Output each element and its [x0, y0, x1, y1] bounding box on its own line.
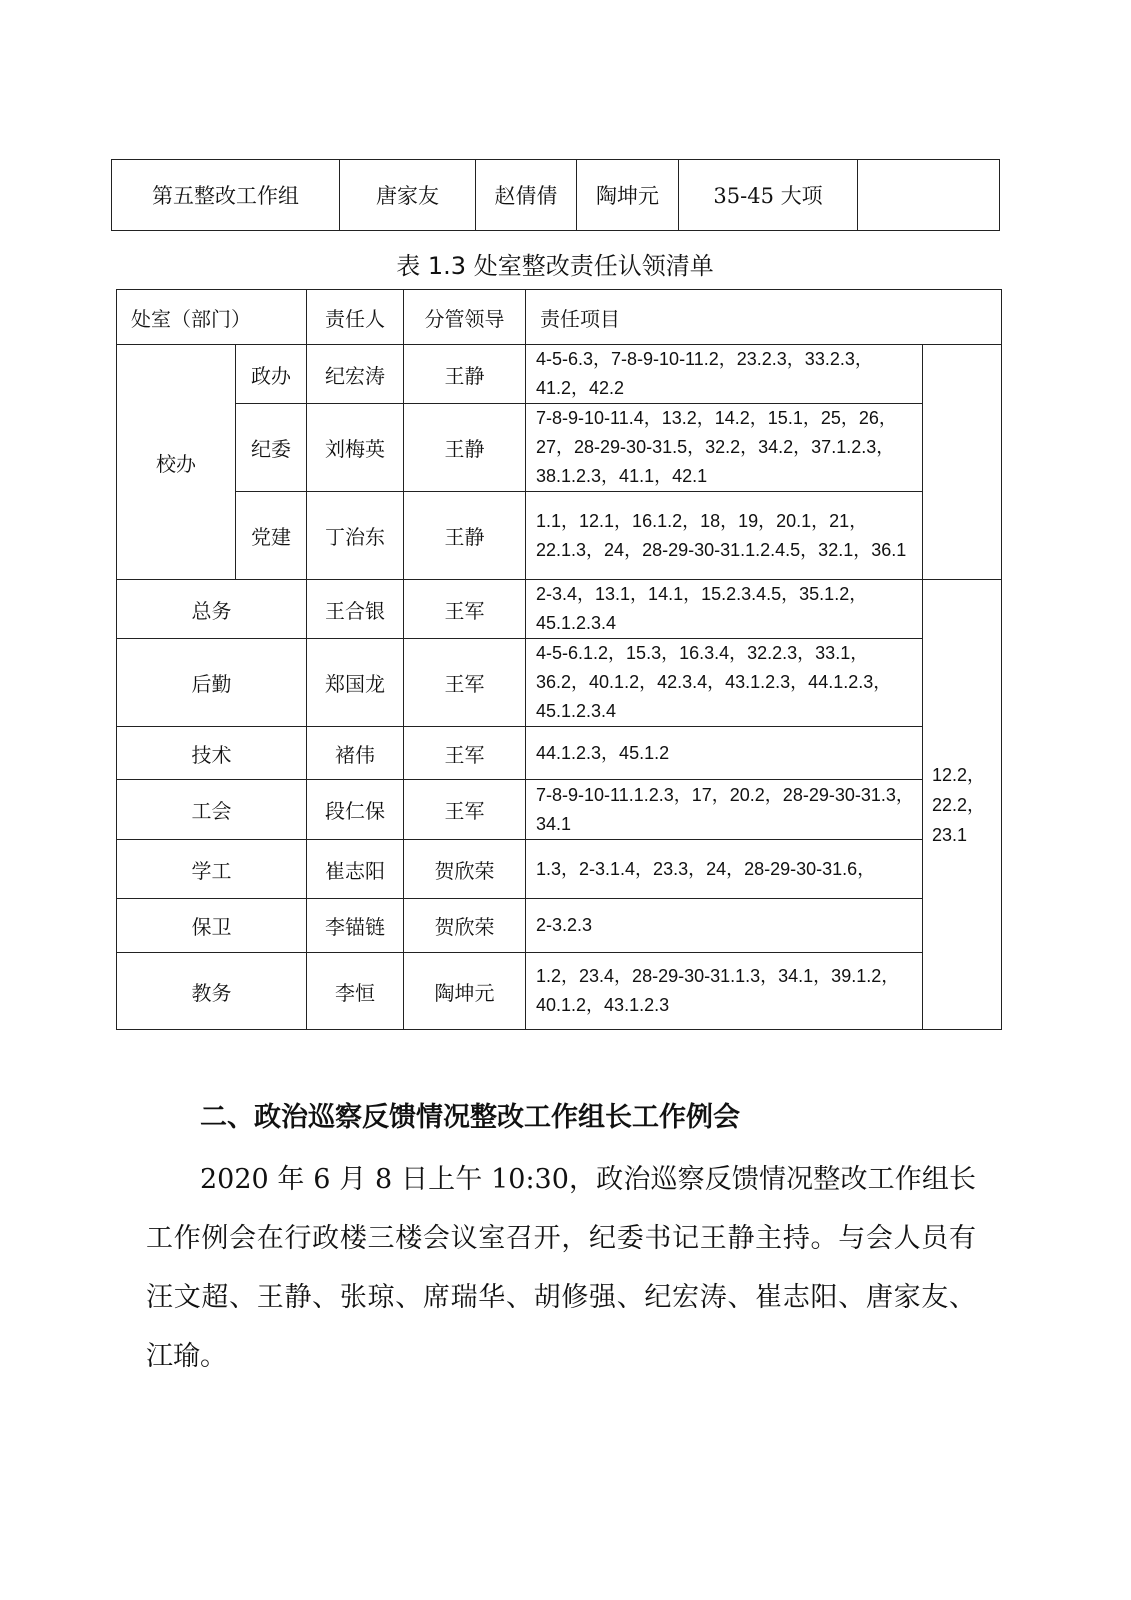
group-name-cell: 第五整改工作组 [112, 160, 340, 231]
table-row [112, 160, 1000, 231]
responsibility-table [116, 289, 1002, 1030]
person-cell: 纪宏涛 [307, 345, 404, 404]
section-heading: 二、政治巡察反馈情况整改工作组长工作例会 [200, 1102, 740, 1133]
items-cell: 7-8-9-10-11.1.2.3，17，20.2，28-29-30-31.3，34.1 [526, 780, 923, 840]
items-cell: 7-8-9-10-11.4，13.2，14.2，15.1，25，26，27，28-29-30-31.5，32.2，34.2，37.1.2.3，38.1.2.3，41.1，42.1 [526, 404, 923, 492]
dept-cell: 教务 [117, 953, 307, 1030]
person-cell: 李锚链 [307, 899, 404, 953]
table-caption: 表 1.3 处室整改责任认领清单 [396, 252, 714, 280]
table-row [117, 780, 1002, 840]
dept-cell: 后勤 [117, 639, 307, 727]
items-cell: 2-3.4，13.1，14.1，15.2.3.4.5，35.1.2，45.1.2.3.4 [526, 580, 923, 639]
group-items-cell: 35-45 大项 [679, 160, 858, 231]
leader-cell: 贺欣荣 [404, 840, 526, 899]
leader-cell: 王军 [404, 727, 526, 780]
dept-cell: 工会 [117, 780, 307, 840]
empty-cell [923, 345, 1002, 580]
table-header-row [117, 290, 1002, 345]
dept-cell: 总务 [117, 580, 307, 639]
items-cell: 1.2，23.4，28-29-30-31.1.3，34.1，39.1.2，40.1.2，43.1.2.3 [526, 953, 923, 1030]
items-cell: 2-3.2.3 [526, 899, 923, 953]
leader-cell: 王静 [404, 345, 526, 404]
person-cell: 丁治东 [307, 492, 404, 580]
sub-dept-cell: 党建 [236, 492, 307, 580]
group-leader-cell: 唐家友 [340, 160, 476, 231]
table-row [117, 840, 1002, 899]
dept-cell: 保卫 [117, 899, 307, 953]
common-items-cell: 12.2，22.2，23.1 [923, 580, 1002, 1030]
group-member-cell: 陶坤元 [577, 160, 679, 231]
table-row [117, 345, 1002, 404]
items-cell: 4-5-6.1.2，15.3，16.3.4，32.2.3，33.1，36.2，40.1.2，42.3.4，43.1.2.3，44.1.2.3，45.1.2.3.4 [526, 639, 923, 727]
group-label-cell: 校办 [117, 345, 236, 580]
sub-dept-cell: 政办 [236, 345, 307, 404]
person-cell: 褚伟 [307, 727, 404, 780]
table-row [117, 404, 1002, 492]
work-group-table [111, 159, 1000, 231]
table-row [117, 492, 1002, 580]
leader-cell: 王静 [404, 404, 526, 492]
sub-dept-cell: 纪委 [236, 404, 307, 492]
items-cell: 1.1，12.1，16.1.2，18，19，20.1，21，22.1.3，24，28-29-30-31.1.2.4.5，32.1，36.1 [526, 492, 923, 580]
dept-cell: 学工 [117, 840, 307, 899]
person-cell: 李恒 [307, 953, 404, 1030]
table-row [117, 899, 1002, 953]
table-row [117, 639, 1002, 727]
person-cell: 刘梅英 [307, 404, 404, 492]
items-cell: 44.1.2.3，45.1.2 [526, 727, 923, 780]
header-dept: 处室（部门） [117, 290, 307, 345]
person-cell: 王合银 [307, 580, 404, 639]
table-row [117, 580, 1002, 639]
header-person: 责任人 [307, 290, 404, 345]
header-leader: 分管领导 [404, 290, 526, 345]
empty-cell [858, 160, 1000, 231]
header-items: 责任项目 [526, 290, 1002, 345]
leader-cell: 陶坤元 [404, 953, 526, 1030]
dept-cell: 技术 [117, 727, 307, 780]
table-row [117, 953, 1002, 1030]
group-member-cell: 赵倩倩 [476, 160, 577, 231]
items-cell: 4-5-6.3，7-8-9-10-11.2，23.2.3，33.2.3，41.2，42.2 [526, 345, 923, 404]
person-cell: 崔志阳 [307, 840, 404, 899]
leader-cell: 王静 [404, 492, 526, 580]
leader-cell: 王军 [404, 580, 526, 639]
body-paragraph: 2020 年 6 月 8 日上午 10:30，政治巡察反馈情况整改工作组长工作例会在行政楼三楼会议室召开，纪委书记王静主持。与会人员有汪文超、王静、张琼、席瑞华、胡修强、纪宏涛、崔志阳、唐家友、江瑜。 [146, 1164, 976, 1372]
leader-cell: 贺欣荣 [404, 899, 526, 953]
leader-cell: 王军 [404, 639, 526, 727]
person-cell: 段仁保 [307, 780, 404, 840]
person-cell: 郑国龙 [307, 639, 404, 727]
items-cell: 1.3，2-3.1.4，23.3，24，28-29-30-31.6， [526, 840, 923, 899]
table-row [117, 727, 1002, 780]
leader-cell: 王军 [404, 780, 526, 840]
